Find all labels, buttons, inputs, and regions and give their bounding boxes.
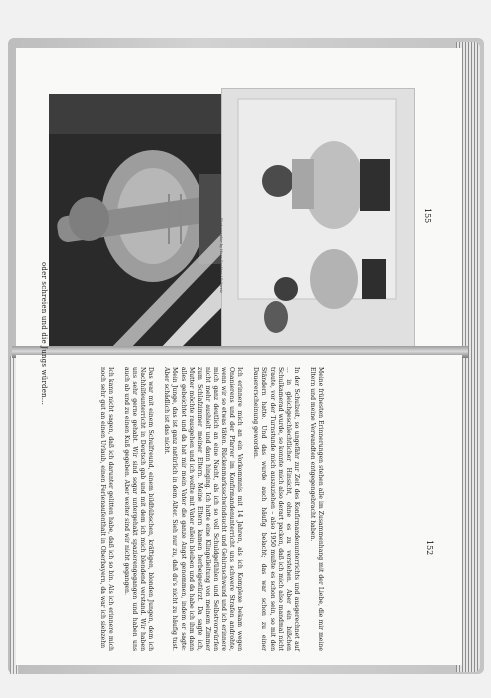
bottom-page bbox=[16, 355, 462, 665]
body-text bbox=[98, 367, 324, 651]
page-number-top: 155 bbox=[423, 208, 432, 224]
photo-shirtless-man bbox=[49, 94, 221, 348]
paragraph: Meine frühesten Erinnerungen stehen alle im Zusammenhang mit der Liebe, die mir meine Eltern und meine Verwandten entgegengebracht haben. bbox=[308, 367, 324, 651]
photo-credit: Photographie by Hans Gachter / Schweiz bbox=[219, 218, 223, 293]
page-number-bottom: 152 bbox=[425, 540, 434, 556]
photo-shirtless-man-graphic bbox=[49, 94, 221, 348]
photo-bodybuilders-graphic bbox=[222, 89, 415, 348]
paragraph: In der Schulzeit, so ungefähr zur Zeit des Konfirmandenunterrichts und ausgerechnet auf ... in gleichgeschlechtlicher Hinsicht, ohne es zu verstehen. Aber ein bißchen Schulkamerad wurde, so konnte mich also derart packen, daß ich mich also mandmal nicht traute, vor der Turnstunde mich auszuziehen – also 1950 mußte es schon sein, so mit den Ständern hatte. Und das wurde auch häufig belacht; das war schon zu einer Dauererscheinung geworden. bbox=[252, 367, 300, 651]
paragraph: Ich kann nicht sagen, daß ich darunter gelitten habe, daß ich so bin. Als ich erinnere mich noch sehr gut an einen Urlaub, einen Ferienaufenthalt in Oberbayern, da war ich siebzehn bbox=[98, 367, 114, 651]
top-page bbox=[16, 48, 462, 348]
photo-bodybuilders bbox=[221, 88, 415, 348]
paragraph: Ich erinnere mich an ein Vorkommnis mit 14 Jahren, als ich Komplexe bekam wegen Onanierens und der Pfarrer im Konfirmandenunterricht uns schwere Strafen androhte, wenn wir so etwas täten. Rückenmarksschwindsucht und Gehirnschwund und ich erinnere mich ganz deutlich an eine Nacht, als ich so voll Schuldgefühlen und Selbstvorwürfen nicht mehr aushielt und dann hinging. Ich hatte eine Klingelleitung von meinem Zimmer zum Schlafzimmer meiner Eltern. Meine Eltern kamen herbeigestürzt. Da sagte ich, Mutter möchte rausgehen und ich wollte mit Vater allein bleiben und da habe ich ihm dann alles gebeichtet und da hat mir mein Vater die ganze Angst genommen, indem er sagte: Mein Junge, das ist ganz natürlich in dem Alter. Sieh nur zu, daß du's nicht zu häufig tust. Aber schädlich ist das nicht. bbox=[163, 367, 244, 651]
top-page-caption: oder schreien und die Jungs würden... bbox=[40, 262, 48, 406]
paragraph: Das war mit einem Schulfreund, einem bildhübschen, kräftigen, blonden Jungen, dem ich Nachhilfeunterricht in Deutsch gab und mit dem ich mich blendend verstand. Wir haben uns sehr gerne gehabt. Wir sind sogar untergehakt spazierengegangen und haben uns auch ab und zu einen Kuß gegeben. Aber weiter sind wir nicht gegangen. bbox=[123, 367, 155, 651]
